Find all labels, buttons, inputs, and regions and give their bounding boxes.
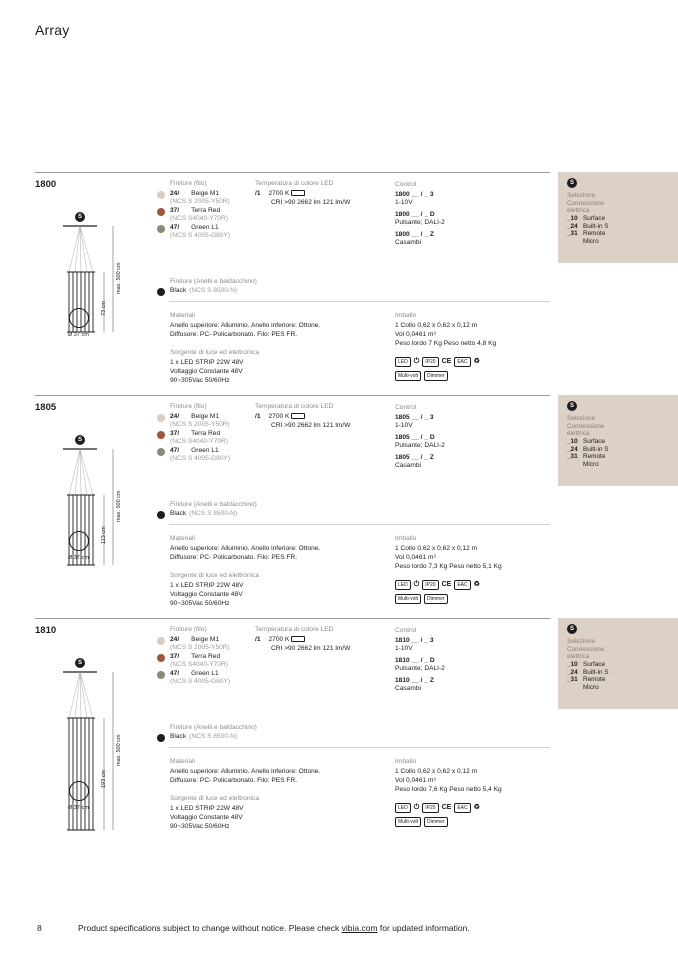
temperature-header: Temperatura di colore LED — [255, 180, 334, 187]
control-code — [395, 211, 435, 219]
lamp-outline — [55, 447, 125, 583]
ring-finish — [170, 733, 237, 741]
connection-code: _10 — [567, 438, 578, 445]
dimension-icon: S — [75, 435, 85, 445]
finish-ncs: (NCS S 4005-G80Y) — [170, 678, 231, 685]
control-desc: Pulsante; DALI-2 — [395, 665, 445, 672]
connection-option — [567, 230, 609, 245]
finish-code: 47/ — [170, 670, 180, 677]
certification-badges — [395, 357, 480, 367]
finishes-header: Finiture (filo) — [170, 403, 207, 410]
light-source-text: 90~305Vac 50/60Hz — [170, 377, 230, 384]
light-source-text: 90~305Vac 50/60Hz — [170, 600, 230, 607]
temperature-kelvin: 2700 K — [268, 413, 290, 420]
temperature-code: /1 — [255, 413, 261, 420]
connection-panel — [558, 395, 678, 486]
materials-text: Anello superiore: Alluminio. Anello inferiore: Ottone. — [170, 322, 321, 329]
led-badge: LED — [395, 357, 411, 367]
finish-swatch — [157, 414, 165, 422]
finish-code: 24/ — [170, 413, 180, 420]
ce-mark: CE — [441, 358, 452, 365]
connection-options — [567, 215, 609, 245]
max-length-label: max. 500 cm — [116, 490, 122, 522]
finish-name: Green L1 — [191, 224, 219, 231]
finish-swatch — [157, 637, 165, 645]
ring-finish-name: Black — [170, 733, 187, 740]
temperature-row — [255, 413, 305, 421]
control-desc: Casambi — [395, 685, 422, 692]
ring-finish-ncs: (NCS S 8500-N) — [189, 733, 238, 740]
temperature-header: Temperatura di colore LED — [255, 403, 334, 410]
control-code-text: 1800 __ / _ 3 — [395, 191, 434, 198]
connection-label: Remote Micro — [583, 230, 606, 245]
control-code-text: 1805 __ / _ D — [395, 434, 435, 441]
finish-option — [170, 670, 219, 678]
connection-label: Surface — [583, 438, 606, 445]
power-icon: ⏻ — [413, 804, 420, 811]
temperature-code: /1 — [255, 636, 261, 643]
ring-finish — [170, 510, 237, 518]
temperature-spec: CRI >90 2662 lm 121 lm/W — [271, 645, 351, 652]
finishes-header: Finiture (filo) — [170, 626, 207, 633]
dim-to-warm-icon — [291, 190, 305, 196]
ring-swatch — [157, 734, 165, 742]
footer-disclaimer — [78, 923, 470, 933]
suspension-cable — [69, 226, 80, 272]
control-desc: 1-10V — [395, 645, 413, 652]
packing-text: 1 Collo 0,62 x 0,62 x 0,12 m — [395, 768, 478, 775]
finish-code: 24/ — [170, 636, 180, 643]
recycle-icon: ♻ — [473, 804, 480, 811]
finish-name: Green L1 — [191, 670, 219, 677]
suspension-cable — [80, 672, 93, 718]
packing-text: Peso lordo 7,3 Kg Peso netto 5,1 Kg — [395, 563, 502, 570]
finish-ncs: (NCS S4040-Y70R) — [170, 438, 228, 445]
ring-finish-name: Black — [170, 510, 187, 517]
light-source-text: Voltaggio Constante 48V — [170, 368, 243, 375]
light-source-text: 1 x LED STRIP 22W 48V — [170, 582, 244, 589]
control-code — [395, 414, 434, 422]
led-badge: LED — [395, 580, 411, 590]
control-code — [395, 677, 434, 685]
control-header: Control — [395, 404, 417, 411]
dimmer-badge: Dimmer — [424, 594, 448, 604]
control-code — [395, 657, 435, 665]
power-icon: ⏻ — [413, 581, 420, 588]
section-divider-inner — [169, 524, 550, 525]
control-desc: Casambi — [395, 239, 422, 246]
page-number: 8 — [37, 923, 42, 933]
light-source-header: Sorgente di luce ed elettronica — [170, 349, 260, 356]
ce-mark: CE — [441, 581, 452, 588]
power-icon: ⏻ — [413, 358, 420, 365]
finish-ncs: (NCS S 4005-G80Y) — [170, 455, 231, 462]
connection-code: _31 — [567, 230, 578, 238]
height-label: 73 cm — [101, 301, 107, 316]
diameter-label: Ø 37 cm — [68, 805, 89, 811]
connection-label: Surface — [583, 215, 606, 222]
product-code: 1800 — [35, 179, 57, 190]
connection-panel — [558, 172, 678, 263]
connection-option — [567, 438, 609, 446]
section-divider — [35, 618, 550, 619]
finish-option — [170, 190, 219, 198]
eac-badge: EAC — [454, 357, 470, 367]
top-view-circle — [69, 781, 89, 801]
suspension-cable — [80, 449, 93, 495]
finish-name: Terra Red — [191, 653, 221, 660]
light-source-text: Voltaggio Constante 48V — [170, 591, 243, 598]
connection-header: Selezione Connessione elettrica — [567, 192, 605, 215]
product-block — [35, 395, 550, 618]
multivolt-badge: Multi-volt — [395, 594, 421, 604]
ring-finish-header: Finiture (Anelli e baldacchino) — [170, 501, 257, 508]
finish-swatch — [157, 431, 165, 439]
ring-swatch — [157, 288, 165, 296]
max-length-label: max. 500 cm — [116, 734, 122, 766]
connection-option — [567, 676, 609, 691]
materials-header: Materiali — [170, 758, 195, 765]
certification-badges — [395, 580, 480, 590]
finish-name: Beige M1 — [191, 636, 220, 643]
multivolt-badge: Multi-volt — [395, 371, 421, 381]
finish-option — [170, 636, 219, 644]
connection-icon: S — [567, 178, 577, 188]
finish-name: Green L1 — [191, 447, 219, 454]
connection-code: _10 — [567, 215, 578, 222]
suspension-cable — [75, 226, 80, 272]
finish-name: Beige M1 — [191, 413, 220, 420]
control-code-text: 1805 __ / _ 3 — [395, 414, 434, 421]
top-view-circle — [69, 531, 89, 551]
ring-finish — [170, 287, 237, 295]
max-length-label: max. 500 cm — [116, 262, 122, 294]
connection-label: Surface — [583, 661, 606, 668]
dimmer-badge: Dimmer — [424, 371, 448, 381]
control-desc: Pulsante; DALI-2 — [395, 442, 445, 449]
connection-label: Remote Micro — [583, 453, 606, 468]
control-code — [395, 434, 435, 442]
control-code — [395, 454, 434, 462]
finish-option — [170, 413, 219, 421]
page-title: Array — [35, 22, 70, 38]
finish-ncs: (NCS S 2005-Y50R) — [170, 421, 230, 428]
ring-swatch — [157, 511, 165, 519]
finish-name: Beige M1 — [191, 190, 220, 197]
control-header: Control — [395, 627, 417, 634]
packing-text: Vol 0,0461 m³ — [395, 777, 436, 784]
connection-option — [567, 223, 609, 231]
ring-finish-ncs: (NCS S 8500-N) — [189, 510, 238, 517]
footer-link[interactable]: vibia.com — [341, 923, 378, 933]
suspension-cable — [69, 449, 80, 495]
light-source-text: Voltaggio Constante 48V — [170, 814, 243, 821]
connection-icon: S — [567, 624, 577, 634]
dim-to-warm-icon — [291, 636, 305, 642]
temperature-kelvin: 2700 K — [268, 190, 290, 197]
connection-label: Built-in S — [583, 668, 609, 676]
suspension-cable — [75, 449, 80, 495]
finish-code: 24/ — [170, 190, 180, 197]
multivolt-badge: Multi-volt — [395, 817, 421, 827]
finish-code: 47/ — [170, 224, 180, 231]
temperature-kelvin: 2700 K — [268, 636, 290, 643]
materials-text: Diffusore: PC- Policarbonato. Filo: PES FR. — [170, 331, 298, 338]
finish-option — [170, 430, 220, 438]
materials-text: Diffusore: PC- Policarbonato. Filo: PES FR. — [170, 777, 298, 784]
finish-swatch — [157, 191, 165, 199]
recycle-icon: ♻ — [473, 581, 480, 588]
packing-header: Imballo — [395, 312, 417, 319]
finish-swatch — [157, 654, 165, 662]
temperature-row — [255, 190, 305, 198]
ip20-badge: IP20 — [422, 357, 438, 367]
feature-badges — [395, 817, 448, 827]
height-label: 113 cm — [101, 526, 107, 544]
materials-header: Materiali — [170, 312, 195, 319]
connection-code: _24 — [567, 668, 578, 676]
control-code-text: 1800 __ / _ D — [395, 211, 435, 218]
feature-badges — [395, 594, 448, 604]
finish-ncs: (NCS S4040-Y70R) — [170, 215, 228, 222]
connection-label: Built-in S — [583, 222, 609, 230]
suspension-cable — [75, 672, 80, 718]
finish-name: Terra Red — [191, 430, 221, 437]
control-code — [395, 191, 434, 199]
control-code-text: 1810 __ / _ 3 — [395, 637, 434, 644]
control-desc: 1-10V — [395, 422, 413, 429]
section-divider-inner — [169, 301, 550, 302]
ce-mark: CE — [441, 804, 452, 811]
finishes-header: Finiture (filo) — [170, 180, 207, 187]
packing-text: Vol 0,0461 m³ — [395, 331, 436, 338]
connection-options — [567, 661, 609, 691]
connection-option — [567, 453, 609, 468]
finish-code: 47/ — [170, 447, 180, 454]
packing-header: Imballo — [395, 758, 417, 765]
diameter-label: Ø 37 cm — [68, 332, 89, 338]
packing-text: 1 Collo 0,62 x 0,62 x 0,12 m — [395, 545, 478, 552]
dimension-icon: S — [75, 212, 85, 222]
ring-finish-header: Finiture (Anelli e baldacchino) — [170, 278, 257, 285]
packing-text: Peso lordo 7,6 Kg Peso netto 5,4 Kg — [395, 786, 502, 793]
top-view-circle — [69, 308, 89, 328]
ip20-badge: IP20 — [422, 580, 438, 590]
connection-options — [567, 438, 609, 468]
control-desc: 1-10V — [395, 199, 413, 206]
finish-code: 37/ — [170, 430, 180, 437]
suspension-cable — [69, 672, 80, 718]
temperature-header: Temperatura di colore LED — [255, 626, 334, 633]
connection-code: _24 — [567, 222, 578, 230]
light-source-text: 1 x LED STRIP 22W 48V — [170, 359, 244, 366]
recycle-icon: ♻ — [473, 358, 480, 365]
control-desc: Casambi — [395, 462, 422, 469]
suspension-cable — [80, 226, 93, 272]
connection-code: _31 — [567, 676, 578, 684]
control-code-text: 1805 __ / _ Z — [395, 454, 434, 461]
connection-option — [567, 669, 609, 677]
ring-finish-ncs: (NCS S 8500-N) — [189, 287, 238, 294]
ring-finish-header: Finiture (Anelli e baldacchino) — [170, 724, 257, 731]
materials-text: Anello superiore: Alluminio. Anello inferiore: Ottone. — [170, 545, 321, 552]
dimension-icon: S — [75, 658, 85, 668]
product-block — [35, 172, 550, 395]
lamp-outline — [55, 670, 125, 848]
diameter-label: Ø 37 cm — [68, 555, 89, 561]
section-divider — [35, 172, 550, 173]
product-code: 1810 — [35, 625, 57, 636]
led-badge: LED — [395, 803, 411, 813]
packing-text: 1 Collo 0,62 x 0,62 x 0,12 m — [395, 322, 478, 329]
packing-text: Peso lordo 7 Kg Peso netto 4,8 Kg — [395, 340, 497, 347]
finish-ncs: (NCS S4040-Y70R) — [170, 661, 228, 668]
section-divider — [35, 395, 550, 396]
packing-header: Imballo — [395, 535, 417, 542]
finish-swatch — [157, 448, 165, 456]
finish-code: 37/ — [170, 207, 180, 214]
finish-ncs: (NCS S 4005-G80Y) — [170, 232, 231, 239]
finish-swatch — [157, 225, 165, 233]
control-desc: Pulsante; DALI-2 — [395, 219, 445, 226]
finish-option — [170, 653, 220, 661]
control-code-text: 1810 __ / _ Z — [395, 677, 434, 684]
footer-text-before: Product specifications subject to change without notice. Please check — [78, 923, 342, 933]
finish-code: 37/ — [170, 653, 180, 660]
finish-option — [170, 207, 220, 215]
certification-badges — [395, 803, 480, 813]
connection-label: Remote Micro — [583, 676, 606, 691]
connection-code: _10 — [567, 661, 578, 668]
connection-option — [567, 446, 609, 454]
light-source-header: Sorgente di luce ed elettronica — [170, 572, 260, 579]
control-code — [395, 637, 434, 645]
materials-header: Materiali — [170, 535, 195, 542]
feature-badges — [395, 371, 448, 381]
finish-ncs: (NCS S 2005-Y50R) — [170, 644, 230, 651]
materials-text: Anello superiore: Alluminio. Anello inferiore: Ottone. — [170, 768, 321, 775]
height-label: 193 cm — [101, 769, 107, 788]
finish-name: Terra Red — [191, 207, 221, 214]
connection-option — [567, 661, 609, 669]
connection-panel — [558, 618, 678, 709]
control-header: Control — [395, 181, 417, 188]
control-code-text: 1810 __ / _ D — [395, 657, 435, 664]
connection-code: _31 — [567, 453, 578, 461]
finish-swatch — [157, 208, 165, 216]
packing-text: Vol 0,0461 m³ — [395, 554, 436, 561]
connection-code: _24 — [567, 445, 578, 453]
eac-badge: EAC — [454, 580, 470, 590]
footer-text-after: for updated information. — [377, 923, 470, 933]
finish-option — [170, 224, 219, 232]
product-code: 1805 — [35, 402, 57, 413]
connection-option — [567, 215, 609, 223]
control-code — [395, 231, 434, 239]
ip20-badge: IP20 — [422, 803, 438, 813]
temperature-spec: CRI >90 2662 lm 121 lm/W — [271, 199, 351, 206]
finish-ncs: (NCS S 2005-Y50R) — [170, 198, 230, 205]
connection-icon: S — [567, 401, 577, 411]
materials-text: Diffusore: PC- Policarbonato. Filo: PES FR. — [170, 554, 298, 561]
light-source-text: 90~305Vac 50/60Hz — [170, 823, 230, 830]
finish-option — [170, 447, 219, 455]
temperature-code: /1 — [255, 190, 261, 197]
section-divider-inner — [169, 747, 550, 748]
finish-swatch — [157, 671, 165, 679]
light-source-text: 1 x LED STRIP 22W 48V — [170, 805, 244, 812]
eac-badge: EAC — [454, 803, 470, 813]
connection-label: Built-in S — [583, 445, 609, 453]
temperature-spec: CRI >90 2662 lm 121 lm/W — [271, 422, 351, 429]
dim-to-warm-icon — [291, 413, 305, 419]
product-block — [35, 618, 550, 841]
connection-header: Selezione Connessione elettrica — [567, 415, 605, 438]
dimmer-badge: Dimmer — [424, 817, 448, 827]
connection-header: Selezione Connessione elettrica — [567, 638, 605, 661]
control-code-text: 1800 __ / _ Z — [395, 231, 434, 238]
lamp-outline — [55, 224, 125, 350]
ring-finish-name: Black — [170, 287, 187, 294]
light-source-header: Sorgente di luce ed elettronica — [170, 795, 260, 802]
temperature-row — [255, 636, 305, 644]
